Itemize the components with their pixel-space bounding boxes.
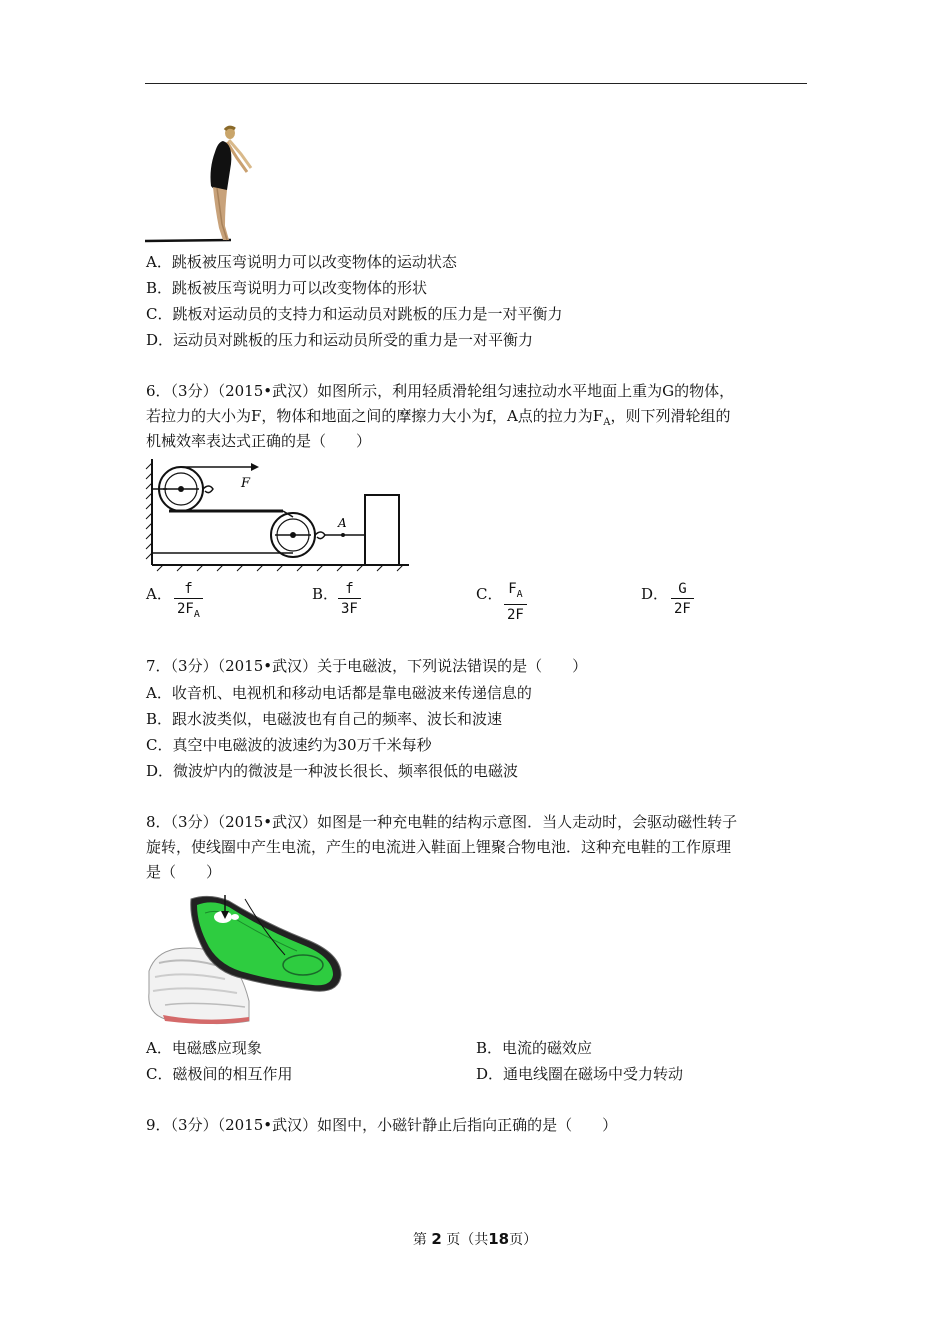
denominator: 2F xyxy=(674,601,691,617)
numerator: f xyxy=(345,581,354,597)
footer-prefix: 第 xyxy=(412,1232,427,1248)
q6-option-d-fraction xyxy=(671,580,694,619)
q8-option-b[interactable]: B．电流的磁效应 xyxy=(476,1039,593,1057)
q6-option-b-letter: B． xyxy=(312,585,339,603)
q6-stem-line2-text: 若拉力的大小为F，物体和地面之间的摩擦力大小为f，A点的拉力为F xyxy=(146,407,604,425)
q5-option-d[interactable]: D．运动员对跳板的压力和运动员所受的重力是一对平衡力 xyxy=(146,331,534,349)
page-footer xyxy=(0,1229,950,1249)
q6-option-d-letter: D． xyxy=(641,585,669,603)
q8-option-d[interactable]: D．通电线圈在磁场中受力转动 xyxy=(476,1065,684,1083)
q5-option-a[interactable]: A．跳板被压弯说明力可以改变物体的运动状态 xyxy=(146,253,457,271)
label-A: A xyxy=(338,516,347,530)
q8-stem-line1: 8．（3分）（2015•武汉）如图是一种充电鞋的结构示意图．当人走动时，会驱动磁性转子 xyxy=(146,813,738,831)
q5-option-c[interactable]: C．跳板对运动员的支持力和运动员对跳板的压力是一对平衡力 xyxy=(146,305,563,323)
q5-option-b[interactable]: B．跳板被压弯说明力可以改变物体的形状 xyxy=(146,279,428,297)
denominator-subscript: A xyxy=(193,608,200,620)
q7-stem: 7．（3分）（2015•武汉）关于电磁波，下列说法错误的是（ ） xyxy=(146,657,588,675)
q7-option-a[interactable]: A．收音机、电视机和移动电话都是靠电磁波来传递信息的 xyxy=(146,684,532,702)
q9-stem: 9．（3分）（2015•武汉）如图中，小磁针静止后指向正确的是（ ） xyxy=(146,1116,618,1134)
q6-option-c[interactable] xyxy=(476,580,596,630)
q6-stem-subscript: A xyxy=(603,417,611,428)
q6-option-d[interactable] xyxy=(641,580,761,630)
q6-option-b-fraction xyxy=(338,580,361,619)
q8-stem-line3: 是（ ） xyxy=(146,863,222,881)
denominator: 2F xyxy=(177,601,194,617)
q6-option-a-fraction xyxy=(174,580,203,625)
numerator: G xyxy=(678,581,687,597)
numerator: f xyxy=(184,581,193,597)
charging-shoe-figure xyxy=(145,893,345,1029)
q8-option-a[interactable]: A．电磁感应现象 xyxy=(146,1039,262,1057)
total-pages: 18 xyxy=(488,1230,510,1248)
denominator: 2F xyxy=(507,606,524,623)
q8-stem-line2: 旋转，使线圈中产生电流，产生的电流进入鞋面上锂聚合物电池．这种充电鞋的工作原理 xyxy=(146,838,732,856)
numerator: F xyxy=(508,581,517,597)
footer-middle: 页（共 xyxy=(446,1232,489,1248)
diver-figure xyxy=(143,124,263,246)
q7-option-c[interactable]: C．真空中电磁波的波速约为30万千米每秒 xyxy=(146,736,432,754)
numerator-subscript: A xyxy=(516,588,523,600)
page-number: 2 xyxy=(431,1230,442,1248)
header-rule xyxy=(145,83,807,84)
q6-option-b[interactable] xyxy=(312,580,432,630)
q6-option-a[interactable] xyxy=(146,580,266,630)
q6-stem-line1: 6．（3分）（2015•武汉）如图所示，利用轻质滑轮组匀速拉动水平地面上重为G的物体， xyxy=(146,382,735,400)
q7-option-b[interactable]: B．跟水波类似，电磁波也有自己的频率、波长和波速 xyxy=(146,710,503,728)
pulley-figure xyxy=(143,457,415,577)
footer-suffix: 页） xyxy=(509,1232,538,1248)
q6-stem-line3: 机械效率表达式正确的是（ ） xyxy=(146,432,372,450)
label-F: F xyxy=(241,476,251,491)
denominator: 3F xyxy=(341,601,358,617)
q6-stem-line2-text-end: ，则下列滑轮组的 xyxy=(610,407,731,425)
q6-option-c-fraction xyxy=(504,580,527,625)
q7-option-d[interactable]: D．微波炉内的微波是一种波长很长、频率很低的电磁波 xyxy=(146,762,519,780)
q8-option-c[interactable]: C．磁极间的相互作用 xyxy=(146,1065,293,1083)
q6-option-a-letter: A． xyxy=(146,585,172,603)
q6-option-c-letter: C． xyxy=(476,585,503,603)
